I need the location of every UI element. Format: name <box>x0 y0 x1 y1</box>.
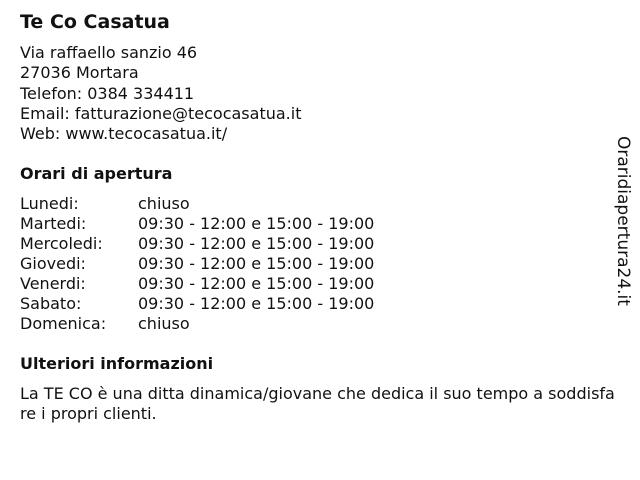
day-label: Sabato: <box>20 294 82 313</box>
time-value: chiuso <box>138 314 190 333</box>
further-info-text: La TE CO è una ditta dinamica/giovane che dedica il suo tempo a soddisfare i propri clienti. <box>20 384 615 424</box>
web-line: Web: www.tecocasatua.it/ <box>20 124 228 144</box>
time-value: 09:30 - 12:00 e 15:00 - 19:00 <box>138 234 375 253</box>
day-label: Mercoledi: <box>20 234 103 253</box>
email-line: Email: fatturazione@tecocasatua.it <box>20 103 302 123</box>
day-label: Lunedi: <box>20 194 79 213</box>
time-value: 09:30 - 12:00 e 15:00 - 19:00 <box>138 254 375 273</box>
day-label: Giovedi: <box>20 254 86 273</box>
time-value: 09:30 - 12:00 e 15:00 - 19:00 <box>138 214 375 233</box>
time-value: chiuso <box>138 194 190 213</box>
site-watermark: Oraridiapertura24.it <box>613 136 633 306</box>
time-value: 09:30 - 12:00 e 15:00 - 19:00 <box>138 294 375 313</box>
address-street: Via raffaello sanzio 46 <box>20 43 198 62</box>
day-label: Martedi: <box>20 214 87 233</box>
phone-line: Telefon: 0384 334411 <box>20 83 195 103</box>
further-info-heading: Ulteriori informazioni <box>20 354 214 373</box>
contact-block <box>20 43 301 144</box>
opening-hours-heading: Orari di apertura <box>20 164 173 183</box>
day-label: Venerdi: <box>20 274 86 293</box>
address-city: 27036 Mortara <box>20 63 139 83</box>
time-value: 09:30 - 12:00 e 15:00 - 19:00 <box>138 274 375 293</box>
business-name: Te Co Casatua <box>20 11 170 33</box>
day-label: Domenica: <box>20 314 107 333</box>
